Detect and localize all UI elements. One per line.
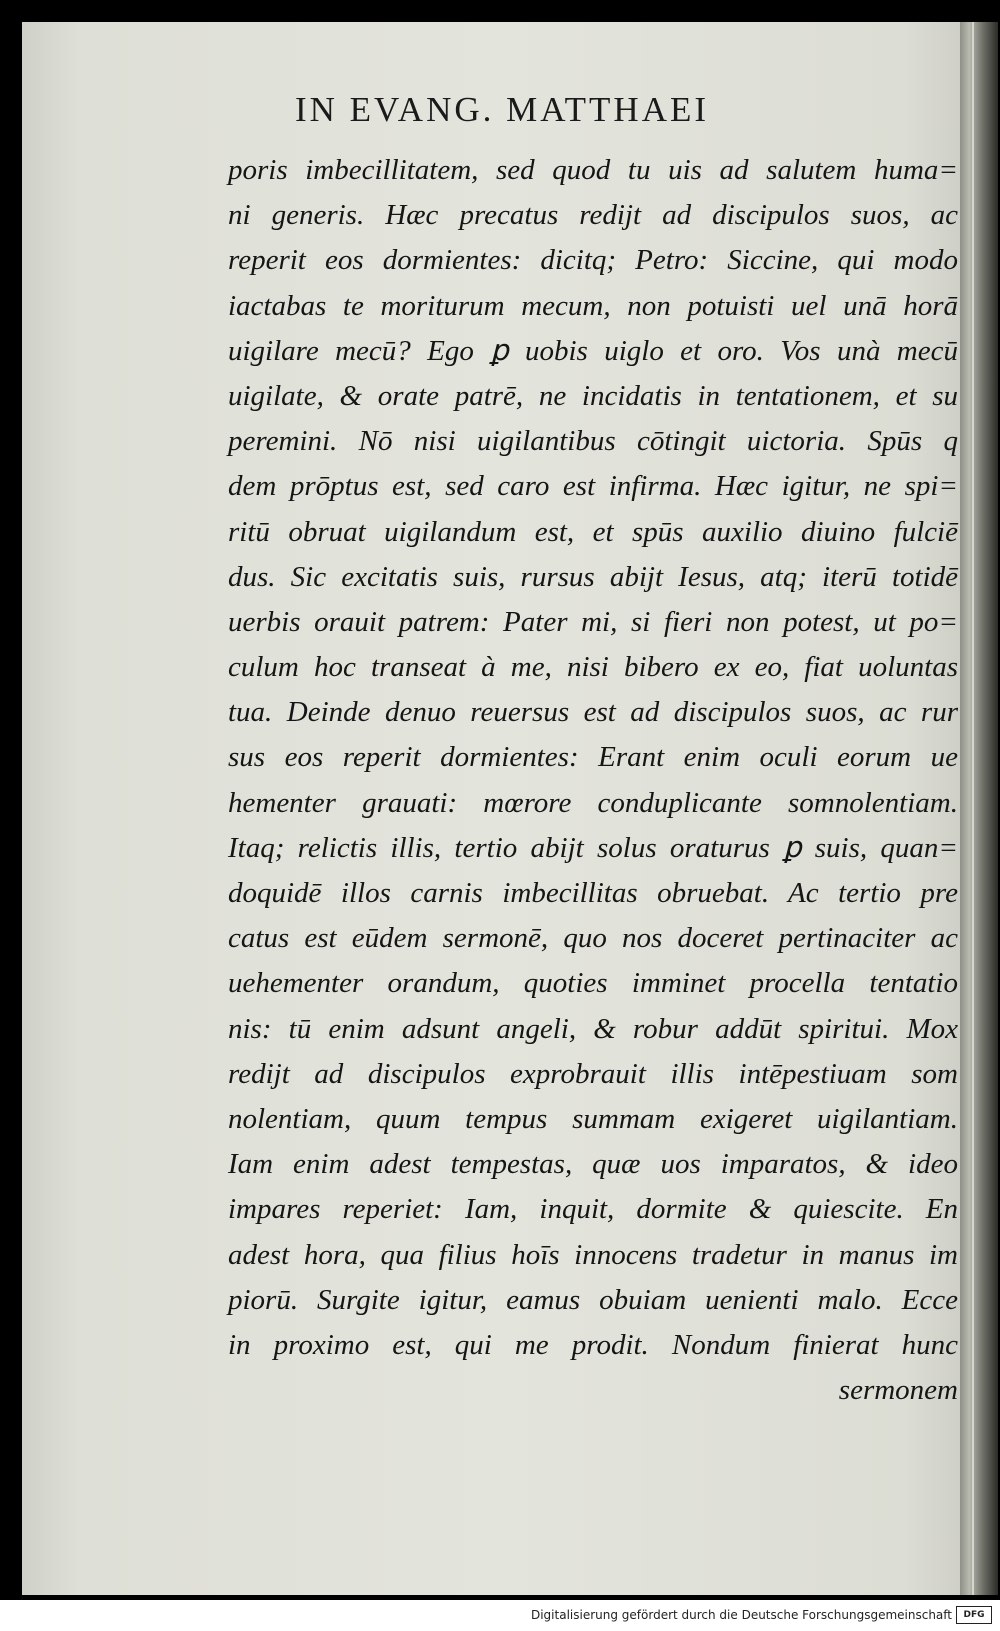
- text-block: [228, 148, 958, 1413]
- book-page: [22, 22, 982, 1595]
- text-line: uigilare mecū? Ego ꝑ uobis uiglo et oro. Vos unà mecū: [228, 334, 958, 367]
- digitization-footer: [0, 1600, 1000, 1631]
- page-edge: [960, 22, 998, 1595]
- text-line: reperit eos dormientes: dicitq; Petro: Siccine, qui modo: [228, 244, 958, 277]
- text-line: piorū. Surgite igitur, eamus obuiam uenienti malo. Ecce: [228, 1283, 958, 1316]
- catchword: sermonem: [838, 1374, 958, 1407]
- text-line: ni generis. Hæc precatus rediјt ad discipulos suos, ac: [228, 199, 958, 232]
- running-header: [22, 90, 982, 130]
- dfg-logo: DFG: [956, 1606, 992, 1624]
- text-line: in proximo est, qui me prodit. Nondum finierat hunc: [228, 1328, 958, 1361]
- text-line: adest hora, qua filius hoīs innocens tradetur in manus im: [228, 1238, 958, 1271]
- text-line: nis: tū enim adsunt angeli, & robur addūt spiritui. Mox: [228, 1012, 958, 1045]
- text-line: culum hoc transeat à me, nisi bibero ex eo, fiat uoluntas: [228, 651, 958, 684]
- text-line: poris imbecillitatem, sed quod tu uis ad salutem huma=: [228, 154, 958, 186]
- text-line: sus eos reperit dormientes: Erant enim oculi eorum ue: [228, 741, 958, 774]
- text-line: iactabas te moriturum mecum, non potuisti uel unā horā: [228, 289, 958, 322]
- text-line: tua. Deinde denuo reuersus est ad discipulos suos, ac rur: [228, 696, 958, 729]
- text-line: dem prōptus est, sed caro est infirma. Hæc igitur, ne spi=: [228, 470, 958, 503]
- text-line: Itaq; relictis illis, tertio abijt solus oraturus ꝑ suis, quan=: [228, 831, 958, 864]
- text-line: Iam enim adest tempestas, quæ uos imparatos, & ideo: [228, 1148, 958, 1181]
- text-line: hementer grauati: mœrore conduplicante somnolentiam.: [228, 786, 958, 819]
- text-line: rediјt ad discipulos exprobrauit illis intēpestiuam som: [228, 1057, 958, 1090]
- text-line: ritū obruat uigilandum est, et spūs auxilio diuino fulciē: [228, 515, 958, 548]
- text-line: catus est eūdem sermonē, quo nos doceret pertinaciter ac: [228, 922, 958, 955]
- text-line: dus. Sic excitatis suis, rursus abijt Iesus, atq; iterū totidē: [228, 560, 958, 593]
- text-line: uigilate, & orate patrē, ne incidatis in tentationem, et su: [228, 379, 958, 412]
- text-line: impares reperiet: Iam, inquit, dormite & quiescite. En: [228, 1193, 958, 1226]
- text-line: nolentiam, quum tempus summam exigeret uigilantiam.: [228, 1102, 958, 1135]
- text-line: doquidē illos carnis imbecillitas obruebat. Ac tertio pre: [228, 877, 958, 909]
- text-line: peremini. Nō nisi uigilantibus cōtingit uictoria. Spūs q: [228, 425, 958, 458]
- text-line: uehementer orandum, quoties imminet procella tentatio: [228, 967, 958, 1000]
- footer-credit: Digitalisierung gefördert durch die Deutsche Forschungsgemeinschaft: [530, 1608, 952, 1622]
- running-title: IN EVANG. MATTHAEI: [294, 90, 709, 129]
- text-line: uerbis orauit patrem: Pater mi, si fieri non potest, ut po=: [228, 605, 958, 638]
